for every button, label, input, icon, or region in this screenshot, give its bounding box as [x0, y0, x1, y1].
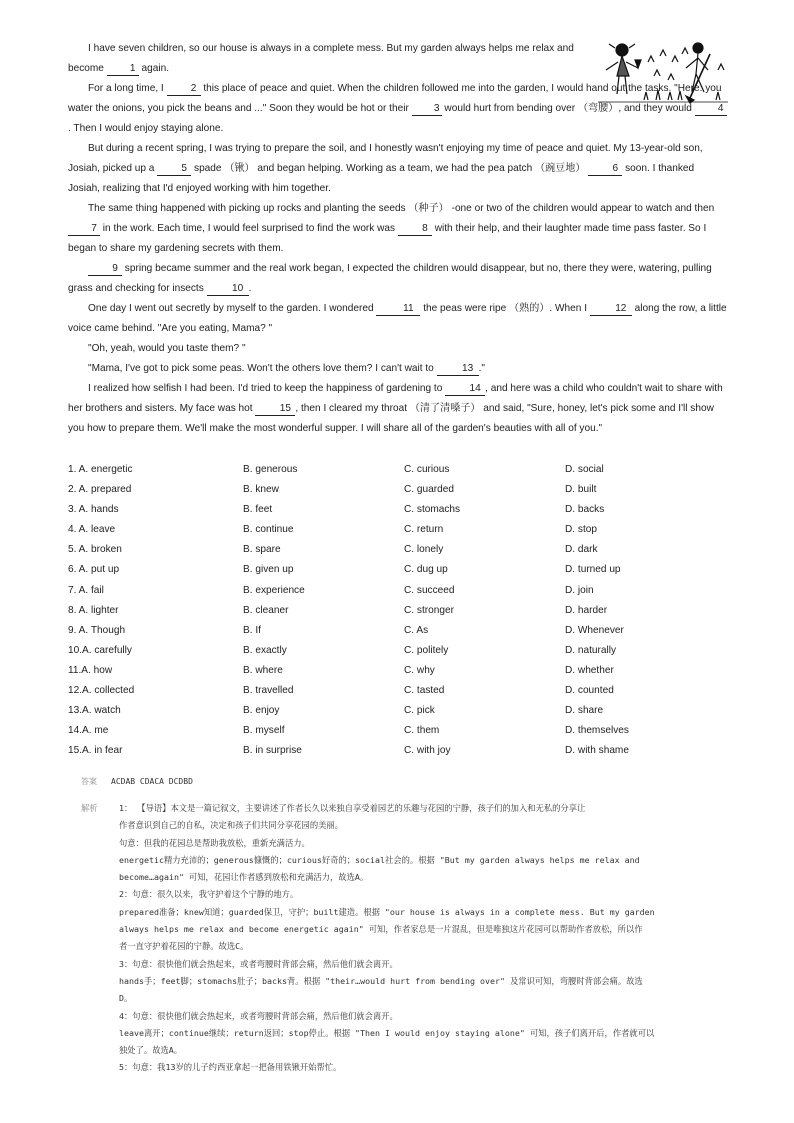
blank-4: 4	[695, 103, 727, 116]
question-7-options	[68, 581, 728, 601]
options-list	[68, 460, 728, 761]
question-5-options	[68, 540, 728, 560]
option: C. lonely	[404, 544, 444, 556]
paragraph-5: 9 spring became summer and the real work began, I expected the children would disappear, but no, there they were, watering, pulling grass and checking for insects 10 .	[68, 263, 712, 295]
blank-3: 3	[412, 103, 442, 116]
analysis-line: 者一直守护着花园的宁静。故选C。	[119, 941, 249, 952]
paragraph-7: "Oh, yeah, would you taste them? "	[88, 343, 246, 354]
option: B. experience	[243, 584, 305, 596]
question-3-options	[68, 500, 728, 520]
option: D. stop	[565, 524, 597, 536]
question-6-options	[68, 560, 728, 580]
blank-15: 15	[255, 403, 295, 416]
analysis-line: 3：句意：很快他们就会热起来，或者弯腰时背部会痛，然后他们就会离开。	[119, 958, 398, 969]
blank-1: 1	[107, 63, 139, 76]
blank-8: 8	[398, 223, 432, 236]
question-11-options	[68, 661, 728, 681]
option: 14.A. me	[68, 725, 109, 737]
option: C. pick	[404, 705, 435, 717]
option: B. myself	[243, 725, 285, 737]
question-13-options	[68, 701, 728, 721]
analysis-line: 5：句意：我13岁的儿子约西亚拿起一把备用铁锹开始帮忙。	[119, 1062, 342, 1073]
option: 5. A. broken	[68, 544, 122, 556]
blank-7: 7	[68, 223, 100, 236]
option: 7. A. fail	[68, 584, 104, 596]
option: C. why	[404, 664, 435, 676]
option: 10.A. carefully	[68, 644, 132, 656]
blank-12: 12	[590, 303, 632, 316]
analysis-label: 解析	[81, 803, 98, 813]
option: B. where	[243, 664, 283, 676]
option: D. social	[565, 464, 604, 475]
analysis-section	[81, 800, 721, 1077]
option: C. succeed	[404, 584, 455, 596]
analysis-line: leave离开；continue继续；return返回；stop停止。根据 "Then I would enjoy staying alone" 可知，孩子们离开后，作者就可以	[119, 1027, 655, 1038]
analysis-line: 2：句意：很久以来，我守护着这个宁静的地方。	[119, 889, 299, 900]
analysis-line: energetic精力充沛的；generous慷慨的；curious好奇的；social社会的。根据 "But my garden always helps me relax and	[119, 854, 640, 865]
option: 9. A. Though	[68, 624, 126, 636]
answer-key	[81, 776, 193, 787]
option: B. spare	[243, 544, 281, 556]
question-14-options	[68, 721, 728, 741]
blank-11: 11	[376, 303, 420, 316]
option: D. Whenever	[565, 624, 624, 636]
paragraph-2: For a long time, I 2 this place of peace and quiet. When the children followed me into the garden, I would hand out the tasks. "Here: you water the onions, you pick the beans and ..." Soon they would be hot or their 3 would hurt from bending over （弯腰）, and they would 4. Then I would enjoy staying alone.	[68, 79, 728, 139]
option: C. curious	[404, 464, 450, 475]
blank-13: 13	[437, 363, 479, 376]
question-2-options	[68, 480, 728, 500]
option: 4. A. leave	[68, 524, 116, 536]
option: C. politely	[404, 644, 449, 656]
option: 15.A. in fear	[68, 745, 123, 757]
question-4-options	[68, 520, 728, 540]
question-1-options	[68, 460, 728, 480]
paragraph-1: I have seven children, so our house is always in a complete mess. But my garden always helps me relax and become 1 again.	[68, 43, 574, 75]
paragraph-6: One day I went out secretly by myself to the garden. I wondered 11 the peas were ripe （熟的）. When I 12 along the row, a little voice came behind. "Are you eating, Mama? "	[68, 303, 727, 335]
answer-value: ACDAB CDACA DCDBD	[111, 777, 193, 786]
option: B. knew	[243, 484, 279, 496]
option: 12.A. collected	[68, 685, 135, 697]
blank-9: 9	[88, 263, 122, 276]
option: 13.A. watch	[68, 705, 121, 717]
option: B. feet	[243, 504, 273, 516]
paragraph-4: The same thing happened with picking up rocks and planting the seeds （种子） -one or two of the children would appear to watch and then 7 in the work. Each time, I would feel surprised to find the work was 8 with their help, and their laughter made time pass faster. So I began to share my gardening secrets with them.	[68, 203, 715, 255]
option: D. naturally	[565, 644, 617, 656]
paragraph-9: I realized how selfish I had been. I'd tried to keep the happiness of gardening to 14 , and here was a child who couldn't wait to share with her brothers and sisters. My face was hot 15 , then I cleared my throat （清了清嗓子） and said, "Sure, honey, let's pick some and I'll show you how to prepare them. We'll make the most wonderful supper. I will share all of the garden's beauties with all of you."	[68, 383, 723, 435]
option: 3. A. hands	[68, 504, 119, 516]
option: C. with joy	[404, 745, 451, 757]
question-9-options	[68, 621, 728, 641]
option: D. themselves	[565, 725, 629, 737]
option: C. stomachs	[404, 504, 461, 516]
option: D. share	[565, 705, 604, 717]
option: B. in surprise	[243, 745, 302, 757]
blank-6: 6	[588, 163, 622, 176]
analysis-line: 解析 1： 【导语】本文是一篇记叙文，主要讲述了作者长久以来独自享受着园艺的乐趣与花园的宁静，孩子们的加入和无私的分享让	[81, 800, 721, 817]
option: B. travelled	[243, 685, 294, 697]
analysis-line: always helps me relax and become energetic again" 可知，作者家总是一片混乱，但是唯独这片花园可以帮助作者放松，所以作	[119, 924, 643, 935]
analysis-line: prepared准备；knew知道；guarded保卫，守护；built建造。根据 "our house is always in a complete mess. But my garden	[119, 906, 655, 917]
option: 8. A. lighter	[68, 604, 119, 616]
blank-5: 5	[157, 163, 191, 176]
option: B. enjoy	[243, 705, 280, 717]
option: B. continue	[243, 524, 294, 536]
question-10-options	[68, 641, 728, 661]
option: C. dug up	[404, 564, 448, 576]
analysis-line: become…again" 可知，花园让作者感到放松和充满活力，故选A。	[119, 872, 369, 883]
blank-10: 10	[207, 283, 249, 296]
option: C. tasted	[404, 685, 445, 697]
option: D. harder	[565, 604, 608, 616]
analysis-line: hands手；feet脚；stomachs肚子；backs背。根据 "their…would hurt from bending over" 及常识可知，弯腰时背部会痛。故选	[119, 975, 643, 986]
option: 2. A. prepared	[68, 484, 132, 496]
option: B. If	[243, 624, 261, 636]
option: 11.A. how	[68, 664, 113, 676]
option: C. As	[404, 624, 429, 636]
question-15-options	[68, 741, 728, 761]
question-12-options	[68, 681, 728, 701]
option: D. built	[565, 484, 597, 496]
option: B. cleaner	[243, 604, 289, 616]
paragraph-8: "Mama, I've got to pick some peas. Won't the others love them? I can't wait to 13 ."	[88, 363, 485, 374]
option: D. backs	[565, 504, 605, 516]
blank-2: 2	[167, 83, 201, 96]
option: B. generous	[243, 464, 298, 475]
option: D. turned up	[565, 564, 621, 576]
analysis-line: 独处了。故选A。	[119, 1045, 183, 1056]
question-8-options	[68, 601, 728, 621]
option: C. stronger	[404, 604, 454, 616]
option: D. with shame	[565, 745, 629, 757]
option: B. exactly	[243, 644, 287, 656]
option: D. dark	[565, 544, 598, 556]
option: C. return	[404, 524, 444, 536]
option: D. counted	[565, 685, 614, 697]
analysis-line: 句意：但我的花园总是帮助我放松，重新充满活力。	[119, 837, 310, 848]
option: D. join	[565, 584, 594, 596]
option: D. whether	[565, 664, 614, 676]
analysis-line: D。	[119, 993, 133, 1004]
option: B. given up	[243, 564, 294, 576]
analysis-line: 作者意识到自己的自私，决定和孩子们共同分享花园的美丽。	[119, 820, 344, 831]
option: 1. A. energetic	[68, 464, 133, 475]
blank-14: 14	[445, 383, 485, 396]
option: C. them	[404, 725, 440, 737]
option: 6. A. put up	[68, 564, 120, 576]
answer-label: 答案	[81, 777, 97, 786]
analysis-line: 4：句意：很快他们就会热起来，或者弯腰时背部会痛，然后他们就会离开。	[119, 1010, 398, 1021]
paragraph-3: But during a recent spring, I was trying to prepare the soil, and I honestly wasn't enjoying my time of peace and quiet. My 13-year-old son, Josiah, picked up a 5 spade （锹） and began helping. Working as a team, we had the pea patch （豌豆地） 6 soon. I thanked Josiah, realizing that I'd enjoyed working with him together.	[68, 143, 703, 195]
option: C. guarded	[404, 484, 454, 496]
